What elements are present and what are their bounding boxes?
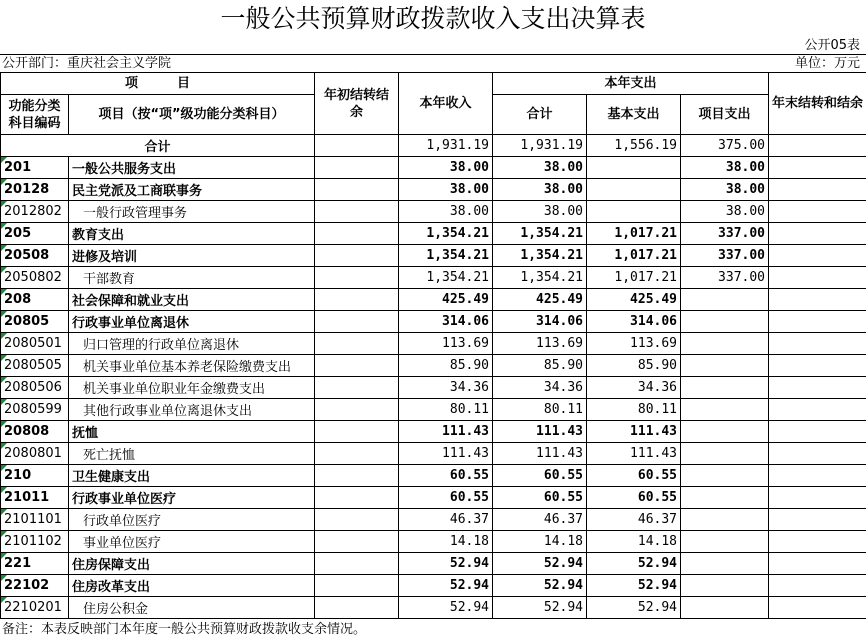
row-begin: [315, 487, 399, 509]
row-project: [681, 333, 769, 355]
row-name: 行政事业单位医疗: [69, 487, 315, 509]
row-basic: 52.94: [587, 597, 681, 619]
row-income: 52.94: [399, 553, 493, 575]
row-name: 住房改革支出: [69, 575, 315, 597]
row-code: 20805: [1, 311, 69, 333]
row-name: 一般公共服务支出: [69, 157, 315, 179]
row-name: 行政事业单位离退休: [69, 311, 315, 333]
row-income: 38.00: [399, 179, 493, 201]
row-basic: 314.06: [587, 311, 681, 333]
row-code: 205: [1, 223, 69, 245]
row-name: 一般行政管理事务: [69, 201, 315, 223]
row-name: 住房保障支出: [69, 553, 315, 575]
row-income: 111.43: [399, 421, 493, 443]
row-end: [769, 421, 866, 443]
row-expense: 38.00: [493, 157, 587, 179]
row-basic: 425.49: [587, 289, 681, 311]
row-begin: [315, 377, 399, 399]
row-expense: 38.00: [493, 201, 587, 223]
row-basic: 111.43: [587, 421, 681, 443]
row-basic: [587, 157, 681, 179]
row-begin: [315, 597, 399, 619]
row-name: 进修及培训: [69, 245, 315, 267]
row-expense: 111.43: [493, 443, 587, 465]
row-expense: 80.11: [493, 399, 587, 421]
row-basic: [587, 201, 681, 223]
row-code: 20808: [1, 421, 69, 443]
row-begin: [315, 201, 399, 223]
row-basic: 1,017.21: [587, 223, 681, 245]
total-label: 合计: [1, 135, 315, 157]
row-expense: 38.00: [493, 179, 587, 201]
header-project: 项目支出: [681, 95, 769, 135]
footnote: 备注：本表反映部门本年度一般公共预算财政拨款收支余情况。: [2, 622, 367, 637]
table-row: [1, 377, 866, 399]
row-project: 337.00: [681, 223, 769, 245]
table-row: [1, 223, 866, 245]
row-end: [769, 289, 866, 311]
row-expense: 1,354.21: [493, 267, 587, 289]
row-income: 1,354.21: [399, 245, 493, 267]
table-row: [1, 531, 866, 553]
row-begin: [315, 267, 399, 289]
row-basic: 111.43: [587, 443, 681, 465]
table-row: [1, 443, 866, 465]
row-end: [769, 333, 866, 355]
row-income: 52.94: [399, 597, 493, 619]
row-basic: 52.94: [587, 553, 681, 575]
table-row: [1, 465, 866, 487]
row-begin: [315, 245, 399, 267]
row-income: 60.55: [399, 465, 493, 487]
row-begin: [315, 465, 399, 487]
row-end: [769, 157, 866, 179]
row-end: [769, 179, 866, 201]
total-project: 375.00: [681, 135, 769, 157]
row-project: [681, 465, 769, 487]
row-code: 2050802: [1, 267, 69, 289]
row-project: [681, 311, 769, 333]
row-expense: 46.37: [493, 509, 587, 531]
table-row: [1, 575, 866, 597]
row-project: [681, 443, 769, 465]
row-end: [769, 377, 866, 399]
row-project: [681, 597, 769, 619]
header-name: 项目（按“项”级功能分类科目）: [69, 95, 315, 135]
row-income: 111.43: [399, 443, 493, 465]
row-basic: 113.69: [587, 333, 681, 355]
row-end: [769, 597, 866, 619]
row-expense: 52.94: [493, 575, 587, 597]
row-income: 38.00: [399, 157, 493, 179]
row-basic: 1,017.21: [587, 267, 681, 289]
row-end: [769, 531, 866, 553]
row-code: 2101101: [1, 509, 69, 531]
row-project: 38.00: [681, 157, 769, 179]
table-row: [1, 311, 866, 333]
row-expense: 14.18: [493, 531, 587, 553]
row-income: 314.06: [399, 311, 493, 333]
row-code: 2012802: [1, 201, 69, 223]
row-expense: 85.90: [493, 355, 587, 377]
row-end: [769, 443, 866, 465]
row-name: 机关事业单位职业年金缴费支出: [69, 377, 315, 399]
row-expense: 425.49: [493, 289, 587, 311]
row-name: 行政单位医疗: [69, 509, 315, 531]
row-basic: 80.11: [587, 399, 681, 421]
report-title: 一般公共预算财政拨款收入支出决算表: [220, 4, 646, 33]
header-expense-total: 合计: [493, 95, 587, 135]
row-project: [681, 355, 769, 377]
table-row: [1, 421, 866, 443]
row-income: 1,354.21: [399, 267, 493, 289]
row-end: [769, 311, 866, 333]
total-income: 1,931.19: [399, 135, 493, 157]
row-end: [769, 465, 866, 487]
row-basic: 14.18: [587, 531, 681, 553]
header-expense-group: 本年支出: [493, 73, 769, 95]
header-item: 项 目: [1, 73, 315, 95]
row-name: 干部教育: [69, 267, 315, 289]
row-income: 80.11: [399, 399, 493, 421]
row-income: 34.36: [399, 377, 493, 399]
row-expense: 1,354.21: [493, 245, 587, 267]
row-basic: 85.90: [587, 355, 681, 377]
row-begin: [315, 421, 399, 443]
row-basic: 60.55: [587, 465, 681, 487]
row-basic: 46.37: [587, 509, 681, 531]
row-begin: [315, 355, 399, 377]
table-row: [1, 289, 866, 311]
table-row: [1, 509, 866, 531]
department-label: 公开部门：重庆社会主义学院: [2, 56, 172, 71]
row-income: 14.18: [399, 531, 493, 553]
row-code: 21011: [1, 487, 69, 509]
row-name: 教育支出: [69, 223, 315, 245]
row-code: 2080599: [1, 399, 69, 421]
row-income: 52.94: [399, 575, 493, 597]
row-income: 85.90: [399, 355, 493, 377]
row-begin: [315, 289, 399, 311]
row-begin: [315, 531, 399, 553]
table-row: [1, 333, 866, 355]
row-basic: 34.36: [587, 377, 681, 399]
table-row: [1, 201, 866, 223]
total-expense: 1,931.19: [493, 135, 587, 157]
row-code: 22102: [1, 575, 69, 597]
row-name: 事业单位医疗: [69, 531, 315, 553]
table-row: [1, 399, 866, 421]
row-project: [681, 487, 769, 509]
row-name: 社会保障和就业支出: [69, 289, 315, 311]
budget-table: [0, 72, 866, 619]
row-end: [769, 399, 866, 421]
row-code: 2210201: [1, 597, 69, 619]
row-end: [769, 509, 866, 531]
row-end: [769, 201, 866, 223]
row-project: 38.00: [681, 201, 769, 223]
row-project: 337.00: [681, 267, 769, 289]
row-name: 卫生健康支出: [69, 465, 315, 487]
row-income: 60.55: [399, 487, 493, 509]
row-expense: 111.43: [493, 421, 587, 443]
header-basic: 基本支出: [587, 95, 681, 135]
row-begin: [315, 223, 399, 245]
row-code: 2101102: [1, 531, 69, 553]
row-expense: 52.94: [493, 553, 587, 575]
row-project: [681, 399, 769, 421]
row-name: 民主党派及工商联事务: [69, 179, 315, 201]
row-code: 20508: [1, 245, 69, 267]
row-begin: [315, 443, 399, 465]
row-expense: 34.36: [493, 377, 587, 399]
row-end: [769, 553, 866, 575]
row-income: 113.69: [399, 333, 493, 355]
row-end: [769, 267, 866, 289]
table-row: [1, 553, 866, 575]
row-code: 2080501: [1, 333, 69, 355]
table-row: [1, 245, 866, 267]
row-begin: [315, 575, 399, 597]
row-end: [769, 355, 866, 377]
header-income: 本年收入: [399, 73, 493, 135]
row-code: 201: [1, 157, 69, 179]
table-row: [1, 487, 866, 509]
table-row: [1, 597, 866, 619]
row-income: 46.37: [399, 509, 493, 531]
total-begin: [315, 135, 399, 157]
row-end: [769, 575, 866, 597]
row-project: [681, 421, 769, 443]
total-end: [769, 135, 866, 157]
row-expense: 60.55: [493, 465, 587, 487]
row-expense: 314.06: [493, 311, 587, 333]
row-begin: [315, 157, 399, 179]
row-begin: [315, 399, 399, 421]
row-code: 2080505: [1, 355, 69, 377]
row-begin: [315, 509, 399, 531]
row-code: 221: [1, 553, 69, 575]
row-expense: 60.55: [493, 487, 587, 509]
row-name: 住房公积金: [69, 597, 315, 619]
table-row: [1, 179, 866, 201]
row-income: 425.49: [399, 289, 493, 311]
row-end: [769, 245, 866, 267]
header-divider: [0, 54, 866, 55]
table-row: [1, 267, 866, 289]
row-name: 其他行政事业单位离退休支出: [69, 399, 315, 421]
header-code: 功能分类科目编码: [1, 95, 69, 135]
total-row: [1, 135, 866, 157]
row-income: 38.00: [399, 201, 493, 223]
row-basic: 1,017.21: [587, 245, 681, 267]
row-project: 337.00: [681, 245, 769, 267]
row-begin: [315, 179, 399, 201]
row-end: [769, 223, 866, 245]
header-begin-balance: 年初结转结余: [315, 73, 399, 135]
table-row: [1, 157, 866, 179]
header-end-balance: 年末结转和结余: [769, 73, 866, 135]
row-name: 归口管理的行政单位离退休: [69, 333, 315, 355]
row-expense: 1,354.21: [493, 223, 587, 245]
row-project: 38.00: [681, 179, 769, 201]
row-project: [681, 553, 769, 575]
row-end: [769, 487, 866, 509]
row-project: [681, 531, 769, 553]
table-row: [1, 355, 866, 377]
row-basic: 52.94: [587, 575, 681, 597]
row-code: 2080801: [1, 443, 69, 465]
row-basic: 60.55: [587, 487, 681, 509]
unit-label: 单位：万元: [794, 56, 860, 71]
row-code: 210: [1, 465, 69, 487]
row-begin: [315, 311, 399, 333]
row-name: 机关事业单位基本养老保险缴费支出: [69, 355, 315, 377]
row-project: [681, 377, 769, 399]
row-basic: [587, 179, 681, 201]
row-name: 抚恤: [69, 421, 315, 443]
row-income: 1,354.21: [399, 223, 493, 245]
row-begin: [315, 333, 399, 355]
row-project: [681, 509, 769, 531]
row-expense: 52.94: [493, 597, 587, 619]
form-number: 公开05表: [804, 38, 860, 53]
row-project: [681, 289, 769, 311]
row-expense: 113.69: [493, 333, 587, 355]
row-project: [681, 575, 769, 597]
total-basic: 1,556.19: [587, 135, 681, 157]
row-begin: [315, 553, 399, 575]
row-name: 死亡抚恤: [69, 443, 315, 465]
row-code: 208: [1, 289, 69, 311]
row-code: 2080506: [1, 377, 69, 399]
row-code: 20128: [1, 179, 69, 201]
